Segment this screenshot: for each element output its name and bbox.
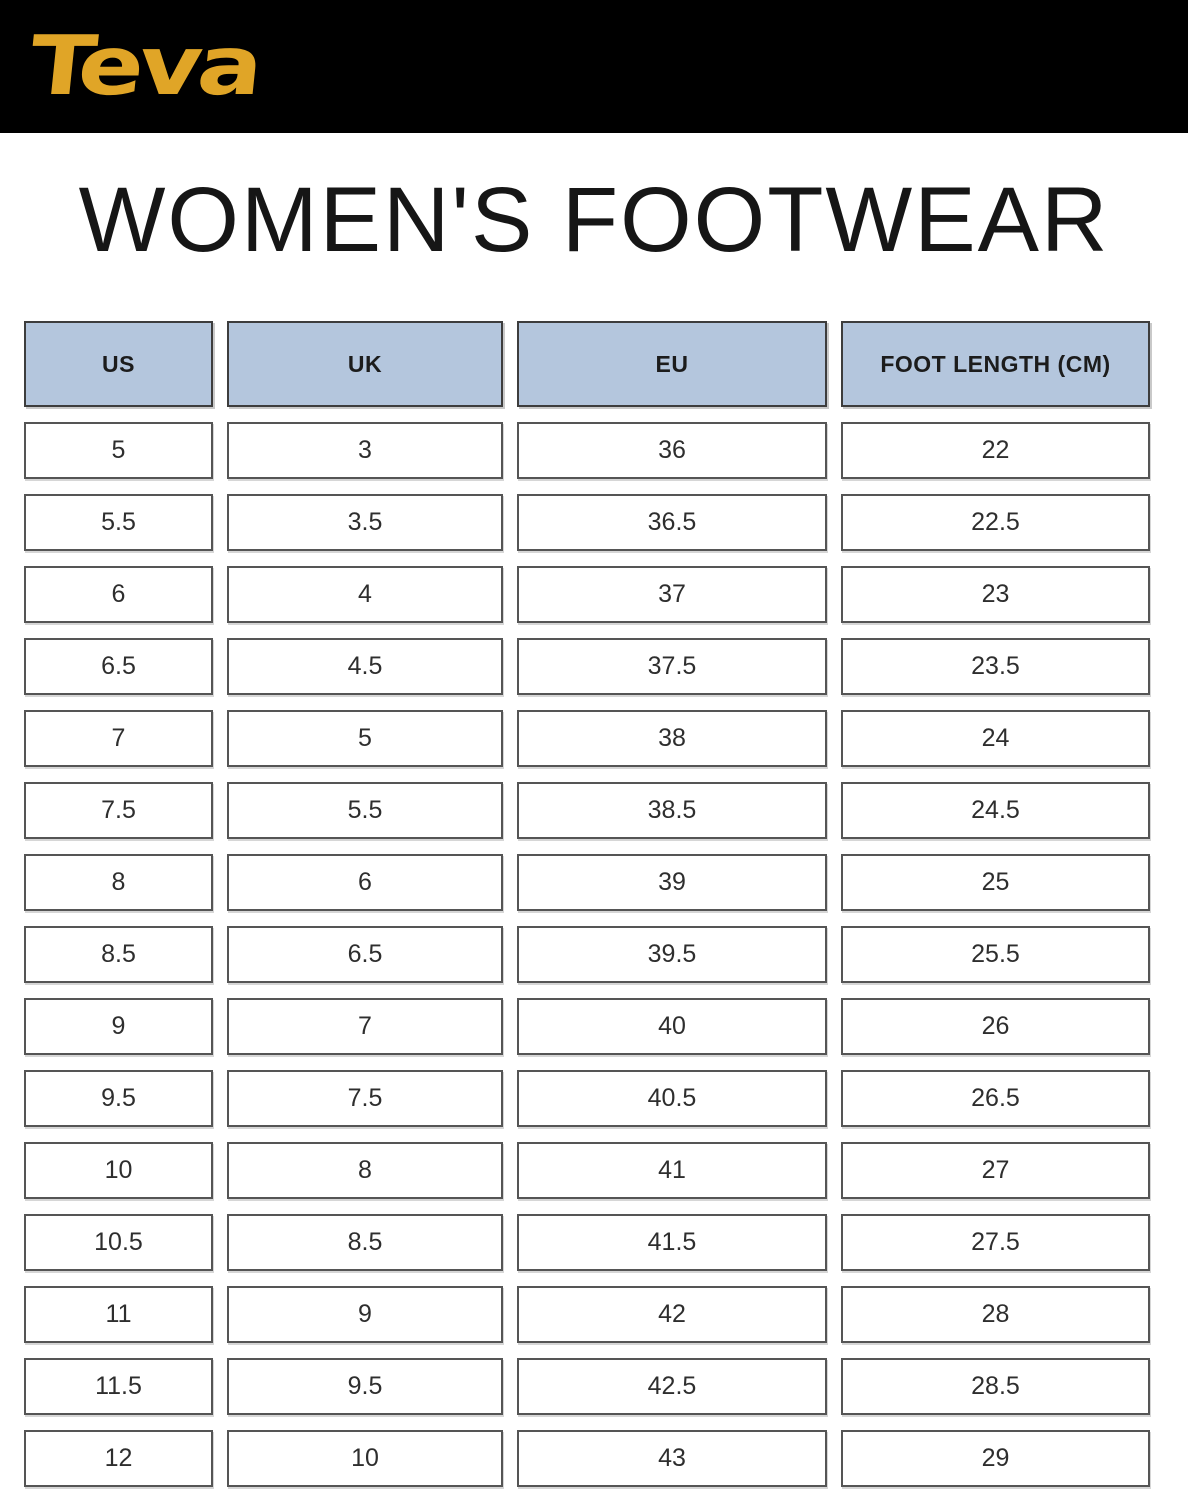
brand-header-bar (0, 0, 1188, 133)
size-cell: 40.5 (517, 1070, 827, 1127)
size-cell: 26 (841, 998, 1150, 1055)
size-cell: 9.5 (24, 1070, 213, 1127)
size-cell: 6 (24, 566, 213, 623)
size-cell: 42 (517, 1286, 827, 1343)
size-cell: 25 (841, 854, 1150, 911)
size-cell: 38.5 (517, 782, 827, 839)
size-cell: 39.5 (517, 926, 827, 983)
size-cell: 10.5 (24, 1214, 213, 1271)
size-cell: 23.5 (841, 638, 1150, 695)
size-cell: 9 (24, 998, 213, 1055)
size-cell: 37 (517, 566, 827, 623)
size-cell: 11.5 (24, 1358, 213, 1415)
column-header-eu: EU (517, 321, 827, 407)
size-cell: 41.5 (517, 1214, 827, 1271)
size-cell: 27 (841, 1142, 1150, 1199)
size-cell: 41 (517, 1142, 827, 1199)
size-cell: 3 (227, 422, 503, 479)
size-cell: 29 (841, 1430, 1150, 1487)
size-cell: 36 (517, 422, 827, 479)
size-cell: 40 (517, 998, 827, 1055)
size-cell: 10 (24, 1142, 213, 1199)
size-cell: 39 (517, 854, 827, 911)
column-header-foot-length: FOOT LENGTH (CM) (841, 321, 1150, 407)
size-cell: 10 (227, 1430, 503, 1487)
size-cell: 5 (227, 710, 503, 767)
size-cell: 5.5 (24, 494, 213, 551)
size-cell: 25.5 (841, 926, 1150, 983)
size-cell: 28 (841, 1286, 1150, 1343)
column-header-us: US (24, 321, 213, 407)
size-cell: 8 (24, 854, 213, 911)
size-cell: 7.5 (227, 1070, 503, 1127)
teva-logo: Teva (25, 18, 264, 114)
size-cell: 6.5 (24, 638, 213, 695)
size-grid (24, 321, 1150, 1487)
size-cell: 3.5 (227, 494, 503, 551)
size-cell: 23 (841, 566, 1150, 623)
size-cell: 9 (227, 1286, 503, 1343)
size-cell: 6 (227, 854, 503, 911)
size-cell: 27.5 (841, 1214, 1150, 1271)
size-cell: 8 (227, 1142, 503, 1199)
size-cell: 43 (517, 1430, 827, 1487)
size-cell: 7 (227, 998, 503, 1055)
size-cell: 4 (227, 566, 503, 623)
size-cell: 12 (24, 1430, 213, 1487)
page-title: WOMEN'S FOOTWEAR (78, 168, 1110, 271)
size-cell: 28.5 (841, 1358, 1150, 1415)
size-cell: 5 (24, 422, 213, 479)
size-cell: 8.5 (227, 1214, 503, 1271)
size-cell: 24.5 (841, 782, 1150, 839)
size-cell: 7 (24, 710, 213, 767)
size-cell: 38 (517, 710, 827, 767)
size-cell: 22 (841, 422, 1150, 479)
column-header-uk: UK (227, 321, 503, 407)
size-cell: 7.5 (24, 782, 213, 839)
size-cell: 26.5 (841, 1070, 1150, 1127)
size-cell: 4.5 (227, 638, 503, 695)
size-cell: 22.5 (841, 494, 1150, 551)
size-cell: 11 (24, 1286, 213, 1343)
size-cell: 36.5 (517, 494, 827, 551)
size-cell: 42.5 (517, 1358, 827, 1415)
size-cell: 5.5 (227, 782, 503, 839)
size-cell: 8.5 (24, 926, 213, 983)
size-cell: 24 (841, 710, 1150, 767)
size-cell: 37.5 (517, 638, 827, 695)
size-cell: 9.5 (227, 1358, 503, 1415)
size-cell: 6.5 (227, 926, 503, 983)
